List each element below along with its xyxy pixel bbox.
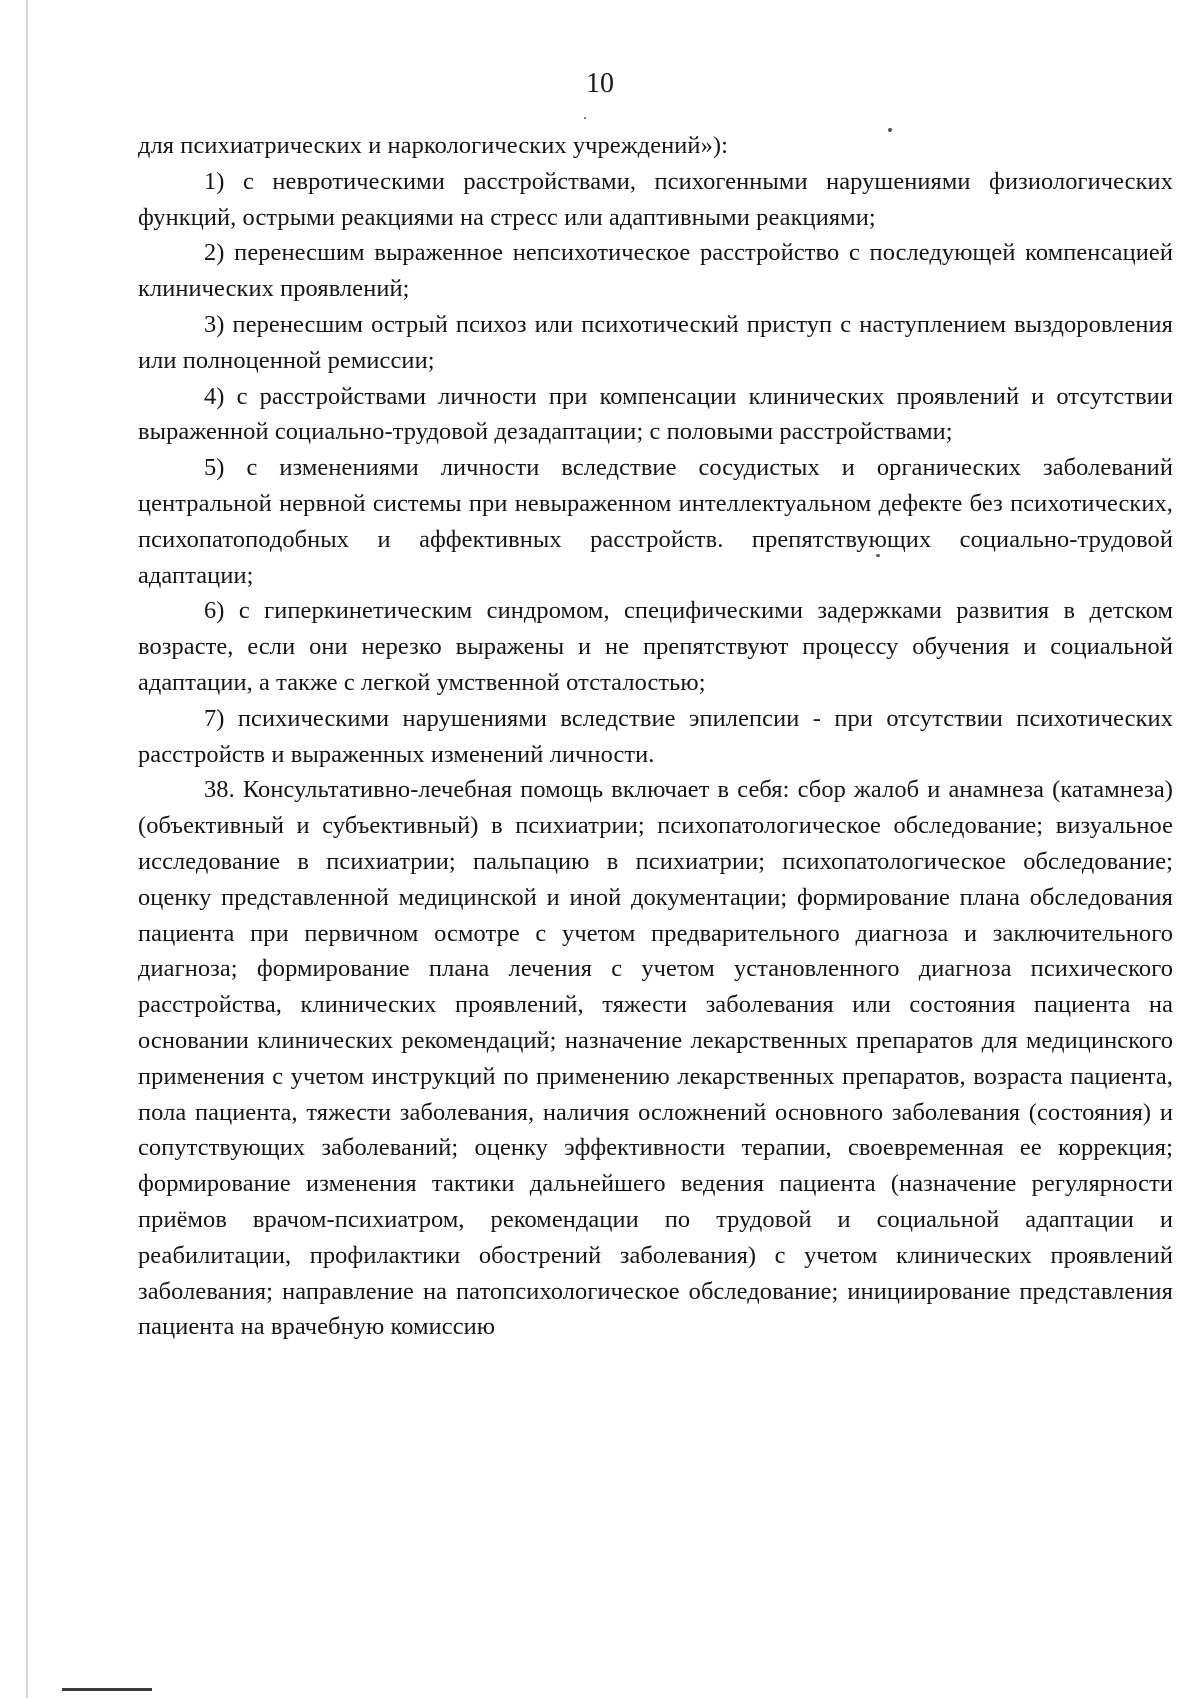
list-item: 5) с изменениями личности вследствие сосудистых и органических заболеваний центральной нервной системы при невыраженном интеллектуальном дефекте без психотических, психопатоподобных и аффективных расстройств. препятствующих социально-трудовой адаптации; — [138, 454, 1173, 589]
list-item: 1) с невротическими расстройствами, психогенными нарушениями физиологических функций, острыми реакциями на стресс или адаптивными реакциями; — [138, 167, 1173, 231]
list-item: 2) перенесшим выраженное непсихотическое расстройство с последующей компенсацией клинических проявлений; — [138, 239, 1173, 303]
scan-left-edge — [26, 0, 28, 1698]
page-number: 10 — [586, 68, 614, 99]
list-item: 6) с гиперкинетическим синдромом, специфическими задержками развития в детском возрасте, если они нерезко выражены и не препятствуют процессу обучения и социальной адаптации, а также с легкой умственной отсталостью; — [138, 597, 1173, 696]
list-item: 4) с расстройствами личности при компенсации клинических проявлений и отсутствии выраженной социально-трудовой дезадаптации; с половыми расстройствами; — [138, 382, 1173, 446]
lead-line: для психиатрических и наркологических учреждений»): — [138, 132, 728, 159]
paragraph-38: 38. Консультативно-лечебная помощь включает в себя: сбор жалоб и анамнеза (катамнеза) (объективный и субъективный) в психиатрии; психопатологическое обследование; визуальное исследование в психиатрии; пальпацию в психиатрии; психопатологическое обследование; оценку представленной медицинской и иной документации; формирование плана обследования пациента при первичном осмотре с учетом предварительного диагноза и заключительного диагноза; формирование плана лечения с учетом установленного диагноза психического расстройства, клинических проявлений, тяжести заболевания или состояния пациента на основании клинических рекомендаций; назначение лекарственных препаратов для медицинского применения с учетом инструкций по применению лекарственных препаратов, возраста пациента, пола пациента, тяжести заболевания, наличия осложнений основного заболевания (состояния) и сопутствующих заболеваний; оценку эффективности терапии, своевременная ее коррекция; формирование изменения тактики дальнейшего ведения пациента (назначение регулярности приёмов врачом-психиатром, рекомендации по трудовой и социальной адаптации и реабилитации, профилактики обострений заболевания) с учетом клинических проявлений заболевания; направление на патопсихологическое обследование; инициирование представления пациента на врачебную комиссию — [138, 776, 1173, 1341]
scan-speck — [584, 117, 586, 119]
document-body — [138, 128, 1173, 1345]
list-item: 7) психическими нарушениями вследствие эпилепсии - при отсутствии психотических расстройств и выраженных изменений личности. — [138, 704, 1173, 768]
list-item: 3) перенесшим острый психоз или психотический приступ с наступлением выздоровления или полноценной ремиссии; — [138, 310, 1173, 374]
scan-bottom-mark — [62, 1688, 152, 1691]
